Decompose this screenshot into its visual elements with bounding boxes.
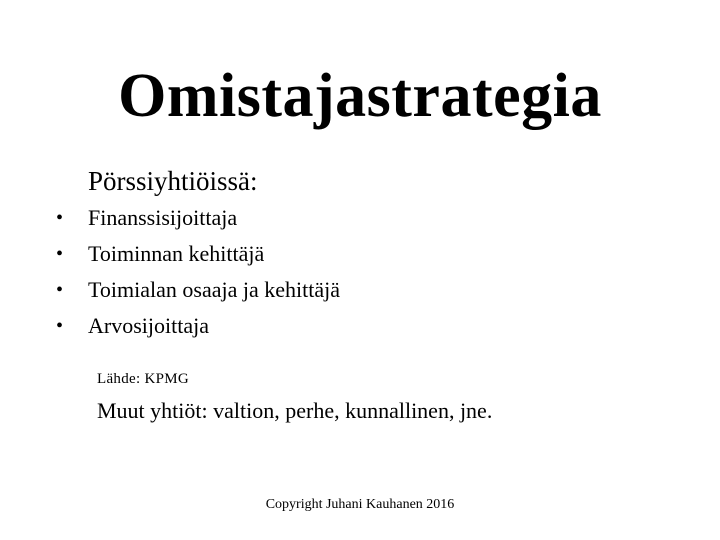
bullet-text: Toimialan osaaja ja kehittäjä	[88, 277, 340, 302]
bullet-text: Toiminnan kehittäjä	[88, 241, 265, 266]
bullet-text: Finanssisijoittaja	[88, 205, 238, 230]
bullet-dot-icon: •	[56, 279, 64, 301]
bullet-dot-icon: •	[56, 243, 64, 265]
slide-title: Omistajastrategia	[118, 62, 602, 130]
bullet-text: Arvosijoittaja	[88, 313, 209, 338]
other-companies-note: Muut yhtiöt: valtion, perhe, kunnallinen, jne.	[97, 398, 493, 423]
bullet-dot-icon: •	[56, 315, 64, 337]
slide-subtitle: Pörssiyhtiöissä:	[88, 166, 258, 196]
source-note: Lähde: KPMG	[97, 371, 190, 387]
copyright-footer: Copyright Juhani Kauhanen 2016	[265, 497, 455, 512]
bullet-dot-icon: •	[56, 207, 64, 229]
